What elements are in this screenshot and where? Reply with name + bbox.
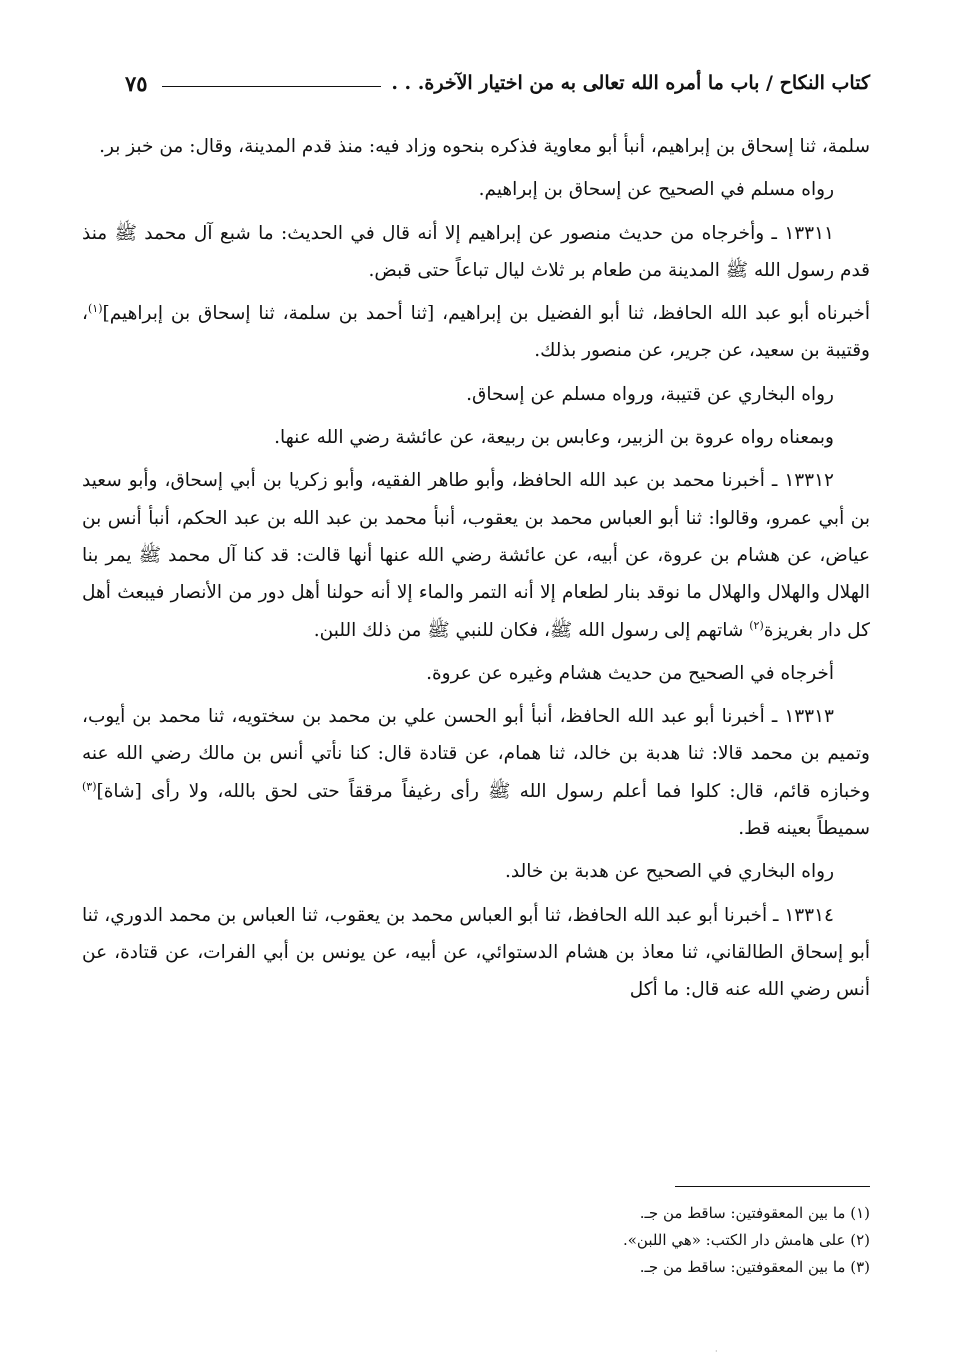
page-number: ٧٥ bbox=[125, 70, 148, 96]
body-text bbox=[82, 128, 870, 1015]
text-run: سميطاً بعينه قط. bbox=[738, 818, 870, 840]
paragraph: ١٣٣١٤ ـ أخبرنا أبو عبد الله الحافظ، ثنا أبو العباس محمد بن يعقوب، ثنا العباس بن محمد الدوري، ثنا أبو إسحاق الطالقاني، ثنا معاذ بن هشام الدستوائي، عن أبيه، عن يونس بن أبي الفرات، عن قتادة، عن أنس رضي الله عنه قال: ما أكل bbox=[82, 904, 870, 1001]
paragraph: رواه البخاري عن قتيبة، ورواه مسلم عن إسحاق. bbox=[466, 383, 834, 405]
paragraph: رواه مسلم في الصحيح عن إسحاق بن إبراهيم. bbox=[478, 179, 834, 201]
footnote-ref: (١) bbox=[87, 302, 103, 316]
text-run: أخبرناه أبو عبد الله الحافظ، ثنا أبو الفضيل بن إبراهيم، [ثنا أحمد بن سلمة، ثنا إسحاق بن إبراهيم] bbox=[102, 303, 870, 325]
footnote: (١) ما بين المعقوفتين: ساقط من جـ. bbox=[639, 1204, 870, 1222]
header-rule bbox=[162, 86, 382, 87]
paragraph: وبمعناه رواه عروة بن الزبير، وعابس بن ربيعة، عن عائشة رضي الله عنها. bbox=[274, 427, 834, 449]
footnotes bbox=[300, 1200, 870, 1281]
running-title: كتاب النكاح / باب ما أمره الله تعالى به من اختيار الآخرة. . . bbox=[391, 72, 870, 94]
footnote-ref: (٢) bbox=[749, 618, 764, 632]
text-run: ١٣٣١٢ ـ أخبرنا محمد بن عبد الله الحافظ، وأبو طاهر الفقيه، وأبو زكريا بن أبي إسحاق، وأبو سعيد بن أبي عمرو، وقالوا: ثنا أبو العباس محمد بن يعقوب، أنبأ محمد بن عبد الله بن عبد الحكم، أنبأ أنس بن عياض، عن هشام بن عروة، عن أبيه، عن عائشة رضي الله عنها أنها قالت: قد كنا آل محمد ﷺ يمر بنا الهلال والهلال والهلال ما نوقد بنار لطعام إلا أنه التمر والماء إلا أنه حولنا أهل دور من الأنصار فيبعث أهل كل دار بغريزة bbox=[82, 470, 870, 641]
text-run: شاتهم إلى رسول الله ﷺ، فكان للنبي ﷺ من ذلك اللبن. bbox=[313, 619, 750, 641]
paragraph bbox=[82, 698, 870, 847]
paragraph: سلمة، ثنا إسحاق بن إبراهيم، أنبأ أبو معاوية فذكره بنحوه وزاد فيه: منذ قدم المدينة، وقال: من خبز بر. bbox=[99, 136, 870, 157]
scan-speck: · bbox=[715, 1347, 718, 1356]
text-run: ١٣٣١٣ ـ أخبرنا أبو عبد الله الحافظ، أنبأ أبو الحسن علي بن محمد بن سختويه، ثنا محمد بن أيوب، وتميم بن محمد قالا: ثنا هدبة بن خالد، ثنا همام، عن قتادة قال: كنا نأتي أنس بن مالك رضي الله عنه وخبازه قائم، قال: كلوا فما أعلم رسول الله ﷺ رأى رغيفاً مرققاً حتى لحق بالله، ولا رأى [شاة] bbox=[82, 706, 870, 802]
paragraph bbox=[82, 295, 870, 370]
text-run: ، وقتيبة بن سعيد، عن جرير، عن منصور بذلك. bbox=[82, 303, 870, 362]
paragraph: أخرجاه في الصحيح من حديث هشام وغيره عن عروة. bbox=[426, 662, 834, 684]
paragraph: رواه البخاري في الصحيح عن هدبة بن خالد. bbox=[505, 861, 834, 883]
paragraph: ١٣٣١١ ـ وأخرجاه من حديث منصور عن إبراهيم إلا أنه قال في الحديث: ما شبع آل محمد ﷺ منذ قدم رسول الله ﷺ المدينة من طعام بر ثلاث ليال تباعاً حتى قبض. bbox=[82, 222, 870, 281]
footnote: (٢) على هامش دار الكتب: «هي اللبن». bbox=[622, 1231, 870, 1249]
page-header bbox=[125, 66, 870, 100]
footnote: (٣) ما بين المعقوفتين: ساقط من جـ. bbox=[639, 1258, 870, 1276]
footnote-ref: (٣) bbox=[82, 779, 97, 793]
paragraph bbox=[82, 462, 870, 648]
footnote-separator bbox=[675, 1186, 870, 1187]
